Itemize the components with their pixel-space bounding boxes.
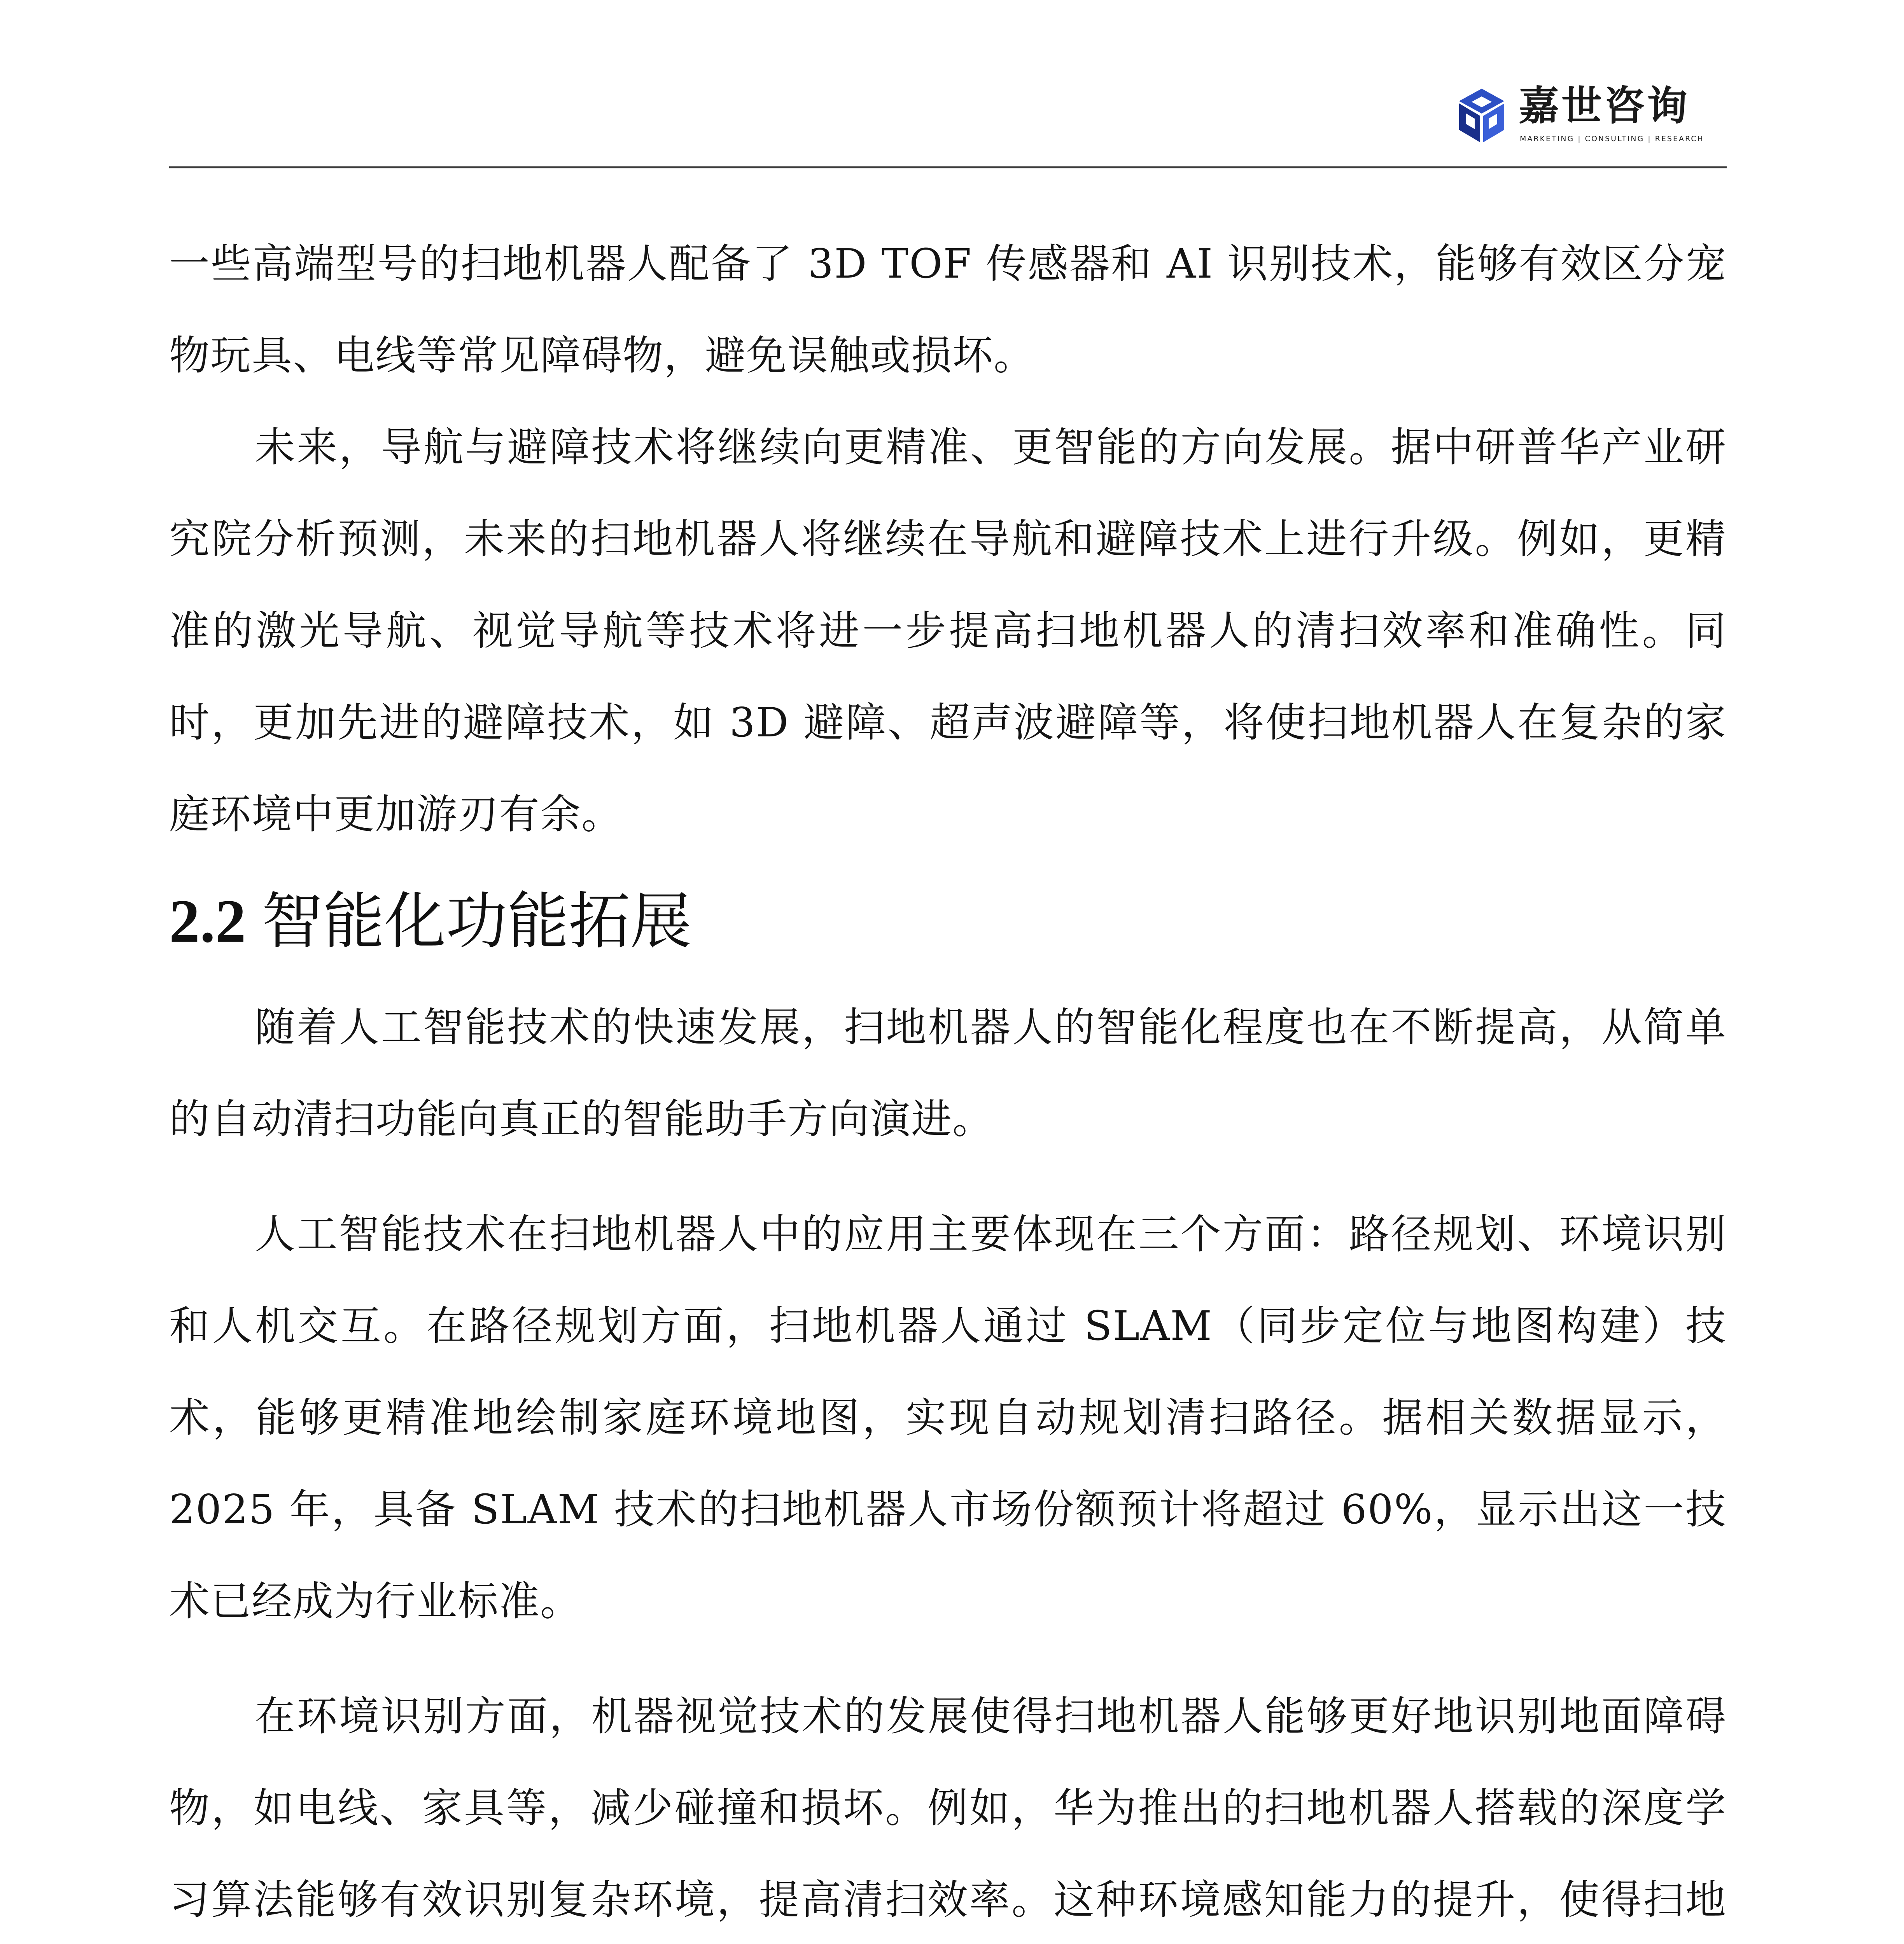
paragraph: 未来，导航与避障技术将继续向更精准、更智能的方向发展。据中研普华产业研究院分析预测，未来的扫地机器人将继续在导航和避障技术上进行升级。例如，更精准的激光导航、视觉导航等技术将进一步提高扫地机器人的清扫效率和准确性。同时，更加先进的避障技术，如 3D 避障、超声波避障等，将使扫地机器人在复杂的家庭环境中更加游刃有余。: [169, 423, 1727, 838]
company-name: 嘉世咨询: [1519, 82, 1690, 129]
document-body: [169, 218, 1727, 1944]
paragraph: 人工智能技术在扫地机器人中的应用主要体现在三个方面：路径规划、环境识别和人机交互。在路径规划方面，扫地机器人通过 SLAM（同步定位与地图构建）技术，能够更精准地绘制家庭环境地图，实现自动规划清扫路径。据相关数据显示，2025 年，具备 SLAM 技术的扫地机器人市场份额预计将超过 60%，显示出这一技术已经成为行业标准。: [169, 1210, 1727, 1625]
company-tagline: MARKETING | CONSULTING | RESEARCH: [1520, 135, 1704, 143]
section-title: 智能化功能拓展: [261, 886, 692, 957]
header-logo: [1454, 78, 1727, 156]
header-divider: [169, 166, 1727, 168]
section-heading: [169, 867, 1727, 976]
company-logo-icon: [1454, 86, 1509, 145]
paragraph: 在环境识别方面，机器视觉技术的发展使得扫地机器人能够更好地识别地面障碍物，如电线、家具等，减少碰撞和损坏。例如，华为推出的扫地机器人搭载的深度学习算法能够有效识别复杂环境，提高清扫效率。这种环境感知能力的提升，使得扫地: [169, 1692, 1727, 1923]
paragraph: 一些高端型号的扫地机器人配备了 3D TOF 传感器和 AI 识别技术，能够有效区分宠物玩具、电线等常见障碍物，避免误触或损坏。: [169, 240, 1727, 379]
paragraph: 随着人工智能技术的快速发展，扫地机器人的智能化程度也在不断提高，从简单的自动清扫功能向真正的智能助手方向演进。: [169, 1003, 1727, 1143]
section-number: 2.2: [169, 887, 246, 955]
